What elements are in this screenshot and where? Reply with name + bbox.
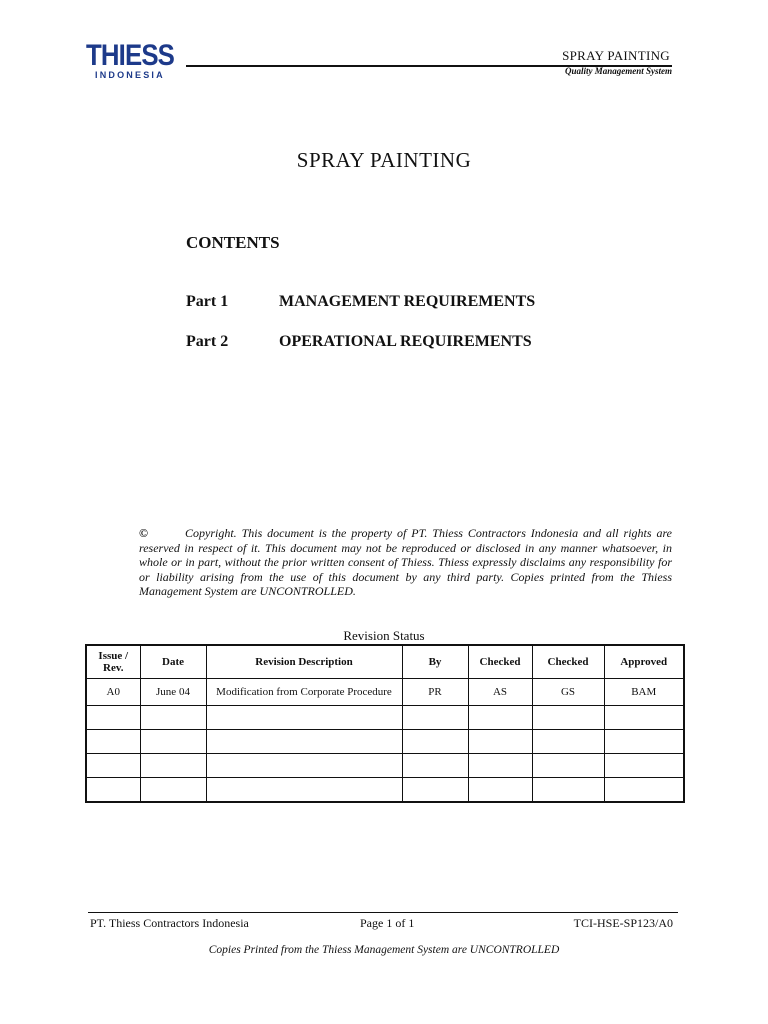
footer-uncontrolled-note: Copies Printed from the Thiess Management System are UNCONTROLLED xyxy=(208,944,560,956)
table-cell xyxy=(86,754,140,778)
part-title: MANAGEMENT REQUIREMENTS xyxy=(279,293,536,310)
table-cell xyxy=(402,730,468,754)
footer-rule xyxy=(88,912,678,913)
table-cell xyxy=(206,778,402,803)
table-cell: June 04 xyxy=(140,679,206,706)
table-cell xyxy=(468,706,532,730)
table-cell xyxy=(604,754,684,778)
table-cell xyxy=(402,778,468,803)
header-title: SPRAY PAINTING xyxy=(562,48,670,63)
table-cell xyxy=(86,706,140,730)
footer-page-number: Page 1 of 1 xyxy=(360,916,415,930)
table-cell xyxy=(604,778,684,803)
table-cell xyxy=(468,730,532,754)
table-row-empty xyxy=(86,778,684,803)
header-subtitle: Quality Management System xyxy=(564,66,672,76)
table-cell xyxy=(140,778,206,803)
contents-item-part-1 xyxy=(186,293,535,311)
document-title: SPRAY PAINTING xyxy=(296,148,472,172)
table-cell: AS xyxy=(468,679,532,706)
logo-sub-text: INDONESIA xyxy=(95,70,165,80)
footer-company: PT. Thiess Contractors Indonesia xyxy=(90,916,249,930)
column-header: By xyxy=(402,645,468,679)
table-cell xyxy=(140,754,206,778)
table-row-empty xyxy=(86,730,684,754)
contents-heading: CONTENTS xyxy=(186,233,280,252)
table-cell xyxy=(206,706,402,730)
column-header: Revision Description xyxy=(206,645,402,679)
table-row-empty xyxy=(86,706,684,730)
table-cell: A0 xyxy=(86,679,140,706)
table-cell xyxy=(604,706,684,730)
table-cell xyxy=(532,706,604,730)
part-number: Part 1 xyxy=(186,293,229,310)
contents-item-part-2 xyxy=(186,333,532,351)
revision-status-caption: Revision Status xyxy=(343,628,425,643)
logo-main-text: THIESS xyxy=(86,39,175,72)
table-row-empty xyxy=(86,754,684,778)
table-cell: BAM xyxy=(604,679,684,706)
part-title: OPERATIONAL REQUIREMENTS xyxy=(279,333,532,350)
column-header: Date xyxy=(140,645,206,679)
table-cell xyxy=(468,754,532,778)
table-cell xyxy=(402,754,468,778)
copyright-notice xyxy=(139,526,672,599)
table-cell xyxy=(140,730,206,754)
revision-status-table xyxy=(85,644,685,803)
column-header: Approved xyxy=(604,645,684,679)
table-header-row xyxy=(86,645,684,679)
copyright-text: Copyright. This document is the property of PT. Thiess Contractors Indonesia and all rights are reserved in respect of it. This document may not be reproduced or disclosed in any manner whatsoever, in whole or in part, without the prior written consent of Thiess. Thiess expressly disclaims any responsibility for or liability arising from the use of this document by any third party. Copies printed from the Thiess Management System are UNCONTROLLED. xyxy=(139,526,672,598)
thiess-logo xyxy=(86,39,186,80)
table-cell: Modification from Corporate Procedure xyxy=(206,679,402,706)
column-header: Checked xyxy=(532,645,604,679)
table-cell xyxy=(86,778,140,803)
copyright-symbol: © xyxy=(139,526,148,540)
table-row xyxy=(86,679,684,706)
table-cell: PR xyxy=(402,679,468,706)
table-cell xyxy=(206,730,402,754)
table-cell xyxy=(468,778,532,803)
table-cell xyxy=(532,730,604,754)
column-header: Checked xyxy=(468,645,532,679)
table-cell xyxy=(402,706,468,730)
footer-document-code: TCI-HSE-SP123/A0 xyxy=(573,916,673,930)
table-cell xyxy=(604,730,684,754)
table-cell: GS xyxy=(532,679,604,706)
table-cell xyxy=(86,730,140,754)
table-cell xyxy=(532,754,604,778)
table-cell xyxy=(140,706,206,730)
part-number: Part 2 xyxy=(186,333,229,350)
column-header: Issue / Rev. xyxy=(86,645,140,679)
table-cell xyxy=(206,754,402,778)
table-cell xyxy=(532,778,604,803)
